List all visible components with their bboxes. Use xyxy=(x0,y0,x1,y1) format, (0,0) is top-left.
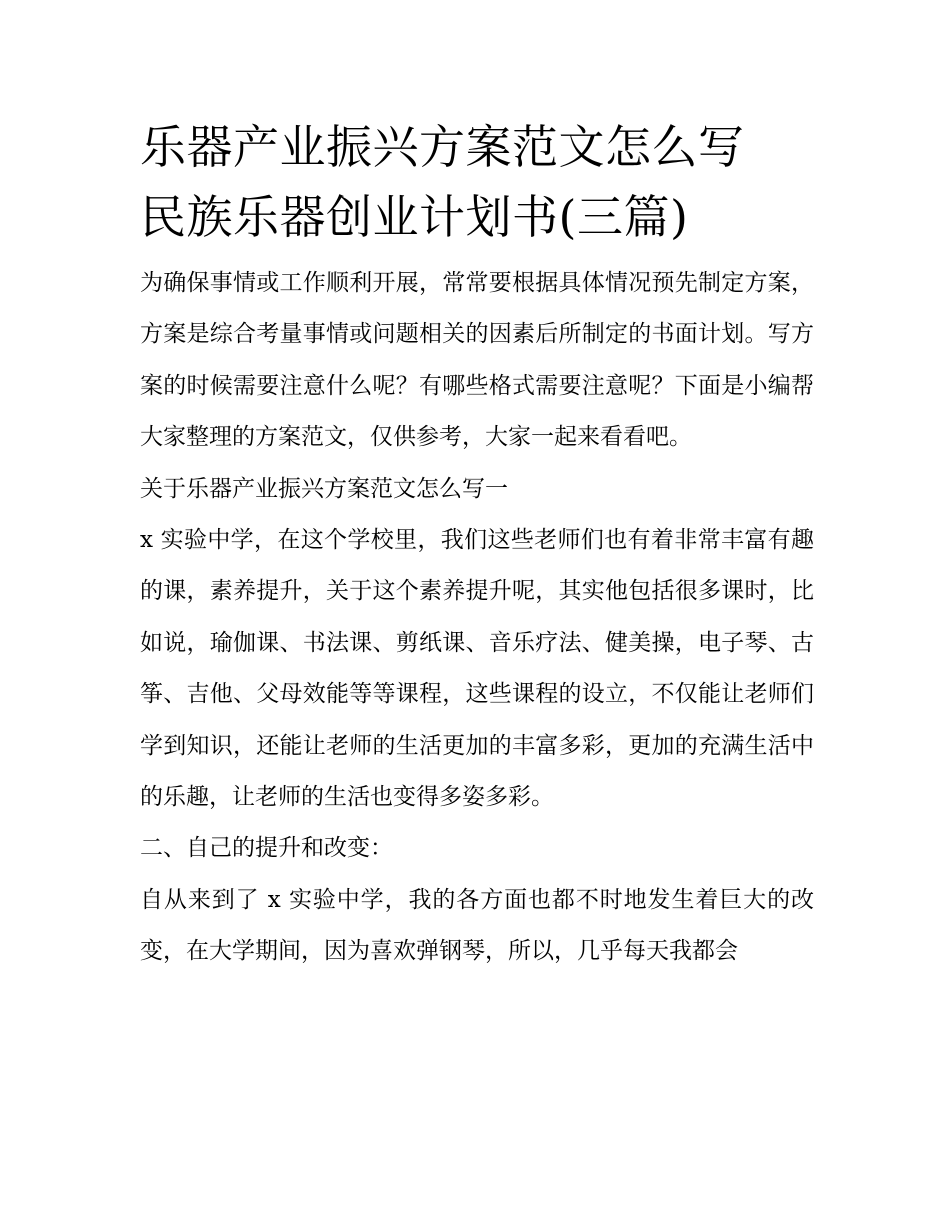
section-heading-2: 二、自己的提升和改变： xyxy=(140,835,393,862)
section-heading-1: 关于乐器产业振兴方案范文怎么写一 xyxy=(140,475,508,502)
body-paragraph-1: x 实验中学，在这个学校里，我们这些老师们也有着非常丰富有趣的课，素养提升，关于这个素养提升呢，其实他包括很多课时，比如说，瑜伽课、书法课、剪纸课、音乐疗法、健美操，电子琴、古筝、吉他、父母效能等等课程，这些课程的设立，不仅能让老师们学到知识，还能让老师的生活更加的丰富多彩，更加的充满生活中的乐趣，让老师的生活也变得多姿多彩。 xyxy=(140,527,814,811)
document-page xyxy=(140,112,814,978)
title-line-2: 民族乐器创业计划书(三篇) xyxy=(140,190,689,244)
document-title xyxy=(140,112,814,252)
document-body xyxy=(140,258,814,978)
title-line-1: 乐器产业振兴方案范文怎么写 xyxy=(140,120,745,174)
body-paragraph-2: 自从来到了 x 实验中学，我的各方面也都不时地发生着巨大的改变，在大学期间，因为喜欢弹钢琴，所以，几乎每天我都会 xyxy=(140,886,814,965)
intro-paragraph: 为确保事情或工作顺利开展，常常要根据具体情况预先制定方案，方案是综合考量事情或问题相关的因素后所制定的书面计划。写方案的时候需要注意什么呢？有哪些格式需要注意呢？下面是小编帮大家整理的方案范文，仅供参考，大家一起来看看吧。 xyxy=(140,270,814,451)
